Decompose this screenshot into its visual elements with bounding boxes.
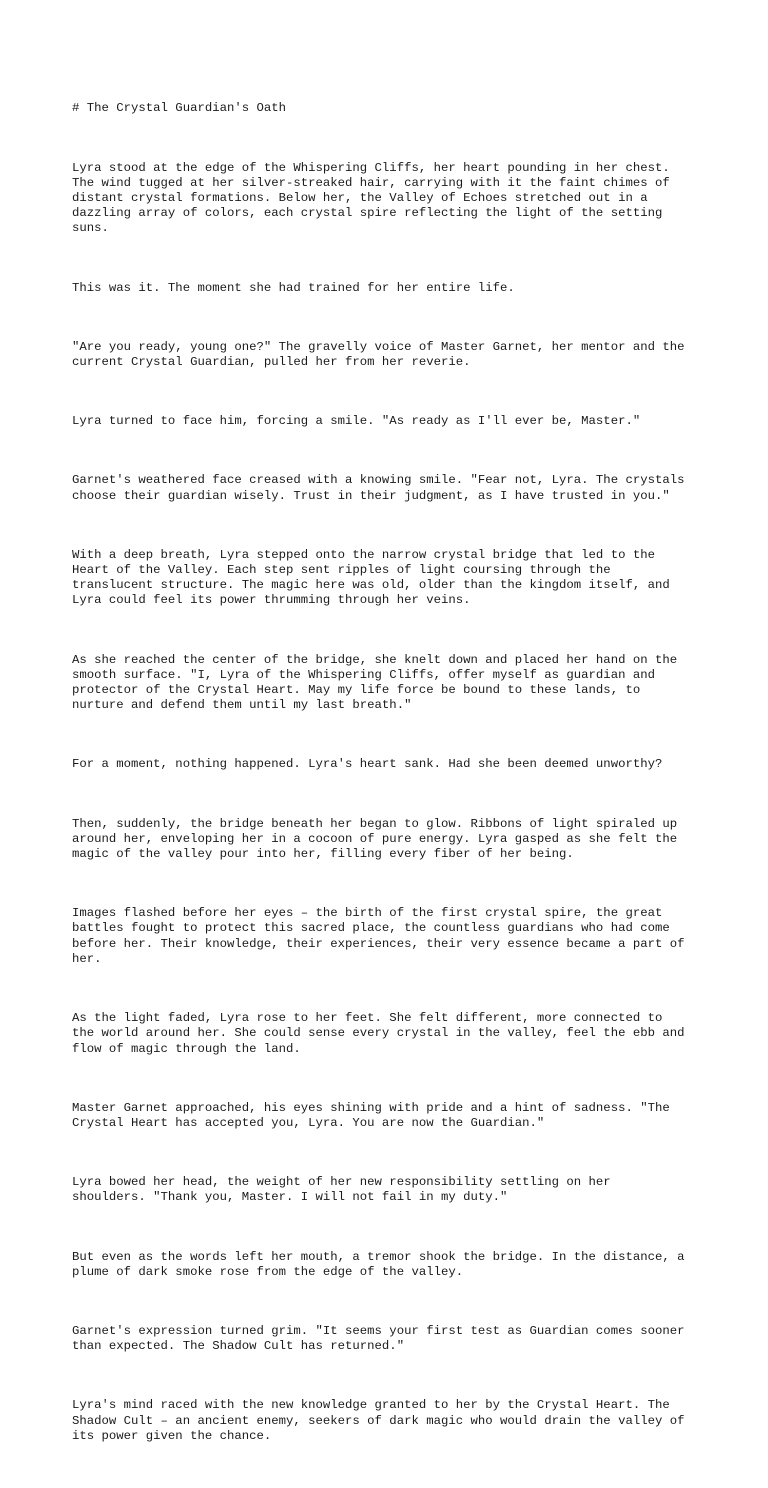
paragraph: Images flashed before her eyes – the birth of the first crystal spire, the great battles fought to protect this sacred place, the countless guardians who had come before her. Their knowledge, their experiences, their very essence became a part of her. (72, 906, 685, 966)
paragraph: Lyra bowed her head, the weight of her new responsibility settling on her shoulders. "Thank you, Master. I will not fail in my duty." (72, 1175, 611, 1205)
paragraph: Lyra turned to face him, forcing a smile. "As ready as I'll ever be, Master." (72, 414, 641, 429)
paragraph: Garnet's weathered face creased with a knowing smile. "Fear not, Lyra. The crystals choose their guardian wisely. Trust in their judgment, as I have trusted in you." (72, 473, 685, 503)
paragraph: Lyra's mind raced with the new knowledge granted to her by the Crystal Heart. The Shadow Cult – an ancient enemy, seekers of dark magic who would drain the valley of its power given the chance. (72, 1398, 685, 1443)
paragraph: This was it. The moment she had trained for her entire life. (72, 280, 515, 295)
paragraph: Then, suddenly, the bridge beneath her began to glow. Ribbons of light spiraled up around her, enveloping her in a cocoon of pure energy. Lyra gasped as she felt the magic of the valley pour into her, filling every fiber of her being. (72, 816, 678, 862)
paragraph: For a moment, nothing happened. Lyra's heart sank. Had she been deemed unworthy? (72, 757, 663, 772)
paragraph: But even as the words left her mouth, a tremor shook the bridge. In the distance, a plume of dark smoke rose from the edge of the valley. (72, 1249, 685, 1279)
paragraph: Garnet's expression turned grim. "It seems your first test as Guardian comes sooner than expected. The Shadow Cult has returned." (72, 1323, 685, 1354)
paragraph: As she reached the center of the bridge, she knelt down and placed her hand on the smooth surface. "I, Lyra of the Whispering Cliffs, offer myself as guardian and protector of the Crystal Heart. May my life force be bound to these lands, to nurture and defend them until my last breath." (72, 652, 678, 713)
paragraph: As the light faded, Lyra rose to her feet. She felt different, more connected to the world around her. She could sense every crystal in the valley, feel the ebb and flow of magic through the land. (72, 1011, 685, 1056)
document-body (72, 71, 712, 1488)
paragraph: "Are you ready, young one?" The gravelly voice of Master Garnet, her mentor and the current Crystal Guardian, pulled her from her reverie. (72, 339, 685, 370)
document-heading: # The Crystal Guardian's Oath (72, 101, 287, 116)
paragraph: With a deep breath, Lyra stepped onto the narrow crystal bridge that led to the Heart of the Valley. Each step sent ripples of light coursing through the translucent structure. The magic here was old, older than the kingdom itself, and Lyra could feel its power thrumming through her veins. (72, 547, 670, 608)
paragraph: Master Garnet approached, his eyes shining with pride and a hint of sadness. "The Crystal Heart has accepted you, Lyra. You are now the Guardian." (72, 1100, 670, 1130)
paragraph: Lyra stood at the edge of the Whispering Cliffs, her heart pounding in her chest. The wind tugged at her silver-streaked hair, carrying with it the faint chimes of distant crystal formations. Below her, the Valley of Echoes stretched out in a dazzling array of colors, each crystal spire reflecting the light of the setting suns. (72, 160, 670, 236)
